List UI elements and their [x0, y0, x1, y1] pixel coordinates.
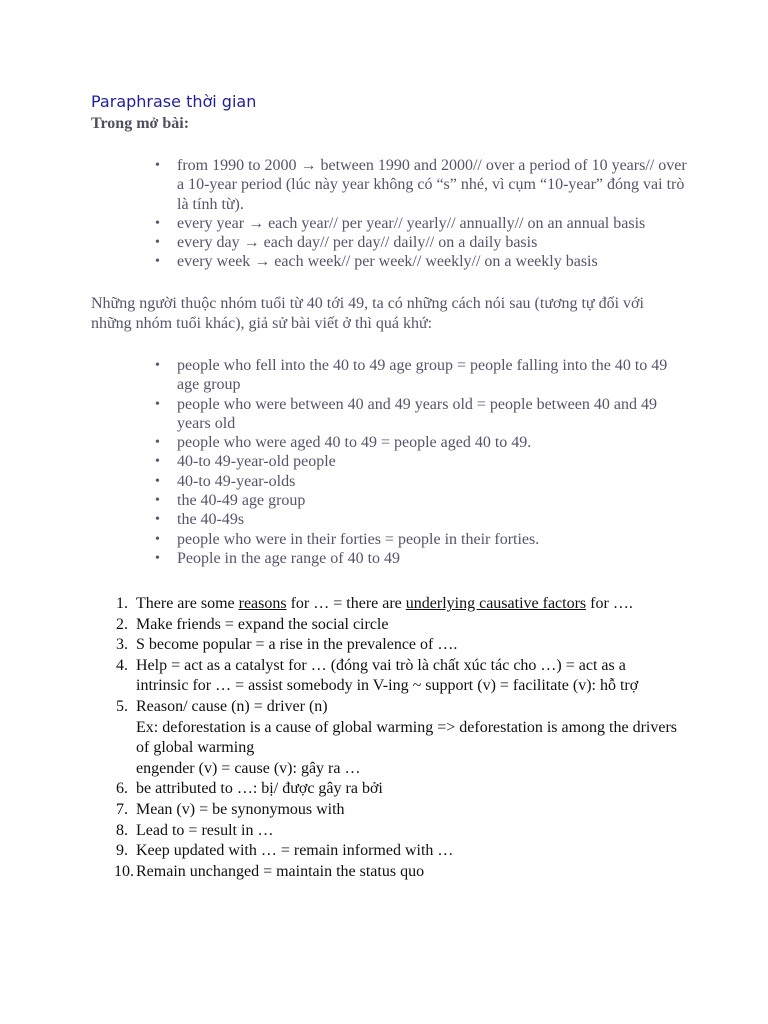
item-text: Remain unchanged = maintain the status quo	[136, 862, 425, 880]
numbered-item	[116, 779, 681, 800]
item-number: 3.	[116, 636, 128, 654]
list-item: • from 1990 to 2000 → between 1990 and 2000// over a period of 10 years// over a 10-year period (lúc này year không có “s” nhé, vì cụm “10-year” đóng vai trò là tính từ).	[177, 156, 687, 214]
item-number: 9.	[116, 842, 128, 860]
section-subheading: Trong mở bài:	[91, 115, 190, 132]
list-item: • People in the age range of 40 to 49	[177, 549, 687, 568]
item-number: 8.	[116, 821, 128, 839]
list-item: • every day → each day// per day// daily// on a daily basis	[177, 233, 687, 252]
numbered-item	[116, 594, 681, 615]
numbered-item	[116, 615, 681, 636]
item-number: 6.	[116, 780, 128, 798]
list-item: • every year → each year// per year// yearly// annually// on an annual basis	[177, 214, 687, 233]
item-text: for ….	[586, 595, 633, 612]
item-text: Lead to = result in …	[136, 821, 274, 839]
list-item: • people who were in their forties = people in their forties.	[177, 530, 687, 549]
list-item: • people who were aged 40 to 49 = people aged 40 to 49.	[177, 433, 687, 452]
item-text: Keep updated with … = remain informed with …	[136, 842, 454, 860]
item-text: S become popular = a rise in the prevalence of ….	[136, 636, 458, 654]
underlined-term: reasons	[238, 595, 287, 612]
item-text: for … = there are	[286, 595, 406, 612]
age-group-list	[177, 356, 687, 568]
item-text: Mean (v) = be synonymous with	[136, 800, 345, 818]
page-title: Paraphrase thời gian	[91, 92, 257, 111]
item-number: 1.	[116, 595, 128, 612]
list-item: • the 40-49s	[177, 510, 687, 529]
list-item: • 40-to 49-year-old people	[177, 452, 687, 471]
numbered-item	[114, 862, 681, 883]
numbered-item	[116, 841, 681, 862]
example-text: Ex: deforestation is a cause of global warming => deforestation is among the drivers of global warming	[136, 718, 678, 757]
item-text: engender (v) = cause (v): gây ra …	[136, 759, 361, 777]
item-text: Reason/ cause (n) = driver (n)	[136, 697, 328, 715]
underlined-term: underlying causative factors	[405, 595, 587, 612]
item-number: 5.	[116, 697, 128, 715]
numbered-item	[116, 800, 681, 821]
list-item: • the 40-49 age group	[177, 491, 687, 510]
item-number: 2.	[116, 615, 128, 633]
numbered-item	[116, 656, 681, 697]
list-item: • every week → each week// per week// weekly// on a weekly basis	[177, 252, 687, 271]
list-item: • people who were between 40 and 49 years old = people between 40 and 49 years old	[177, 395, 687, 434]
item-text: Make friends = expand the social circle	[136, 615, 389, 633]
list-item: • people who fell into the 40 to 49 age group = people falling into the 40 to 49 age group	[177, 356, 687, 395]
numbered-item	[116, 697, 681, 779]
age-group-paragraph: Những người thuộc nhóm tuổi từ 40 tới 49, ta có những cách nói sau (tương tự đối với những nhóm tuổi khác), giả sử bài viết ở thì quá khứ:	[91, 295, 644, 332]
item-number: 7.	[116, 800, 128, 818]
numbered-item	[116, 821, 681, 842]
item-number: 10.	[114, 862, 134, 880]
numbered-item	[116, 635, 681, 656]
item-number: 4.	[116, 656, 128, 674]
item-text: be attributed to …: bị/ được gây ra bởi	[136, 780, 383, 798]
vocabulary-numbered-list	[114, 594, 681, 882]
time-paraphrase-list	[177, 156, 687, 272]
list-item: • 40-to 49-year-olds	[177, 472, 687, 491]
item-text: There are some	[136, 595, 239, 612]
item-text: Help = act as a catalyst for … (đóng vai trò là chất xúc tác cho …) = act as a intrinsic for … = assist somebody in V-ing ~ support (v) = facilitate (v): hỗ trợ	[136, 656, 639, 695]
